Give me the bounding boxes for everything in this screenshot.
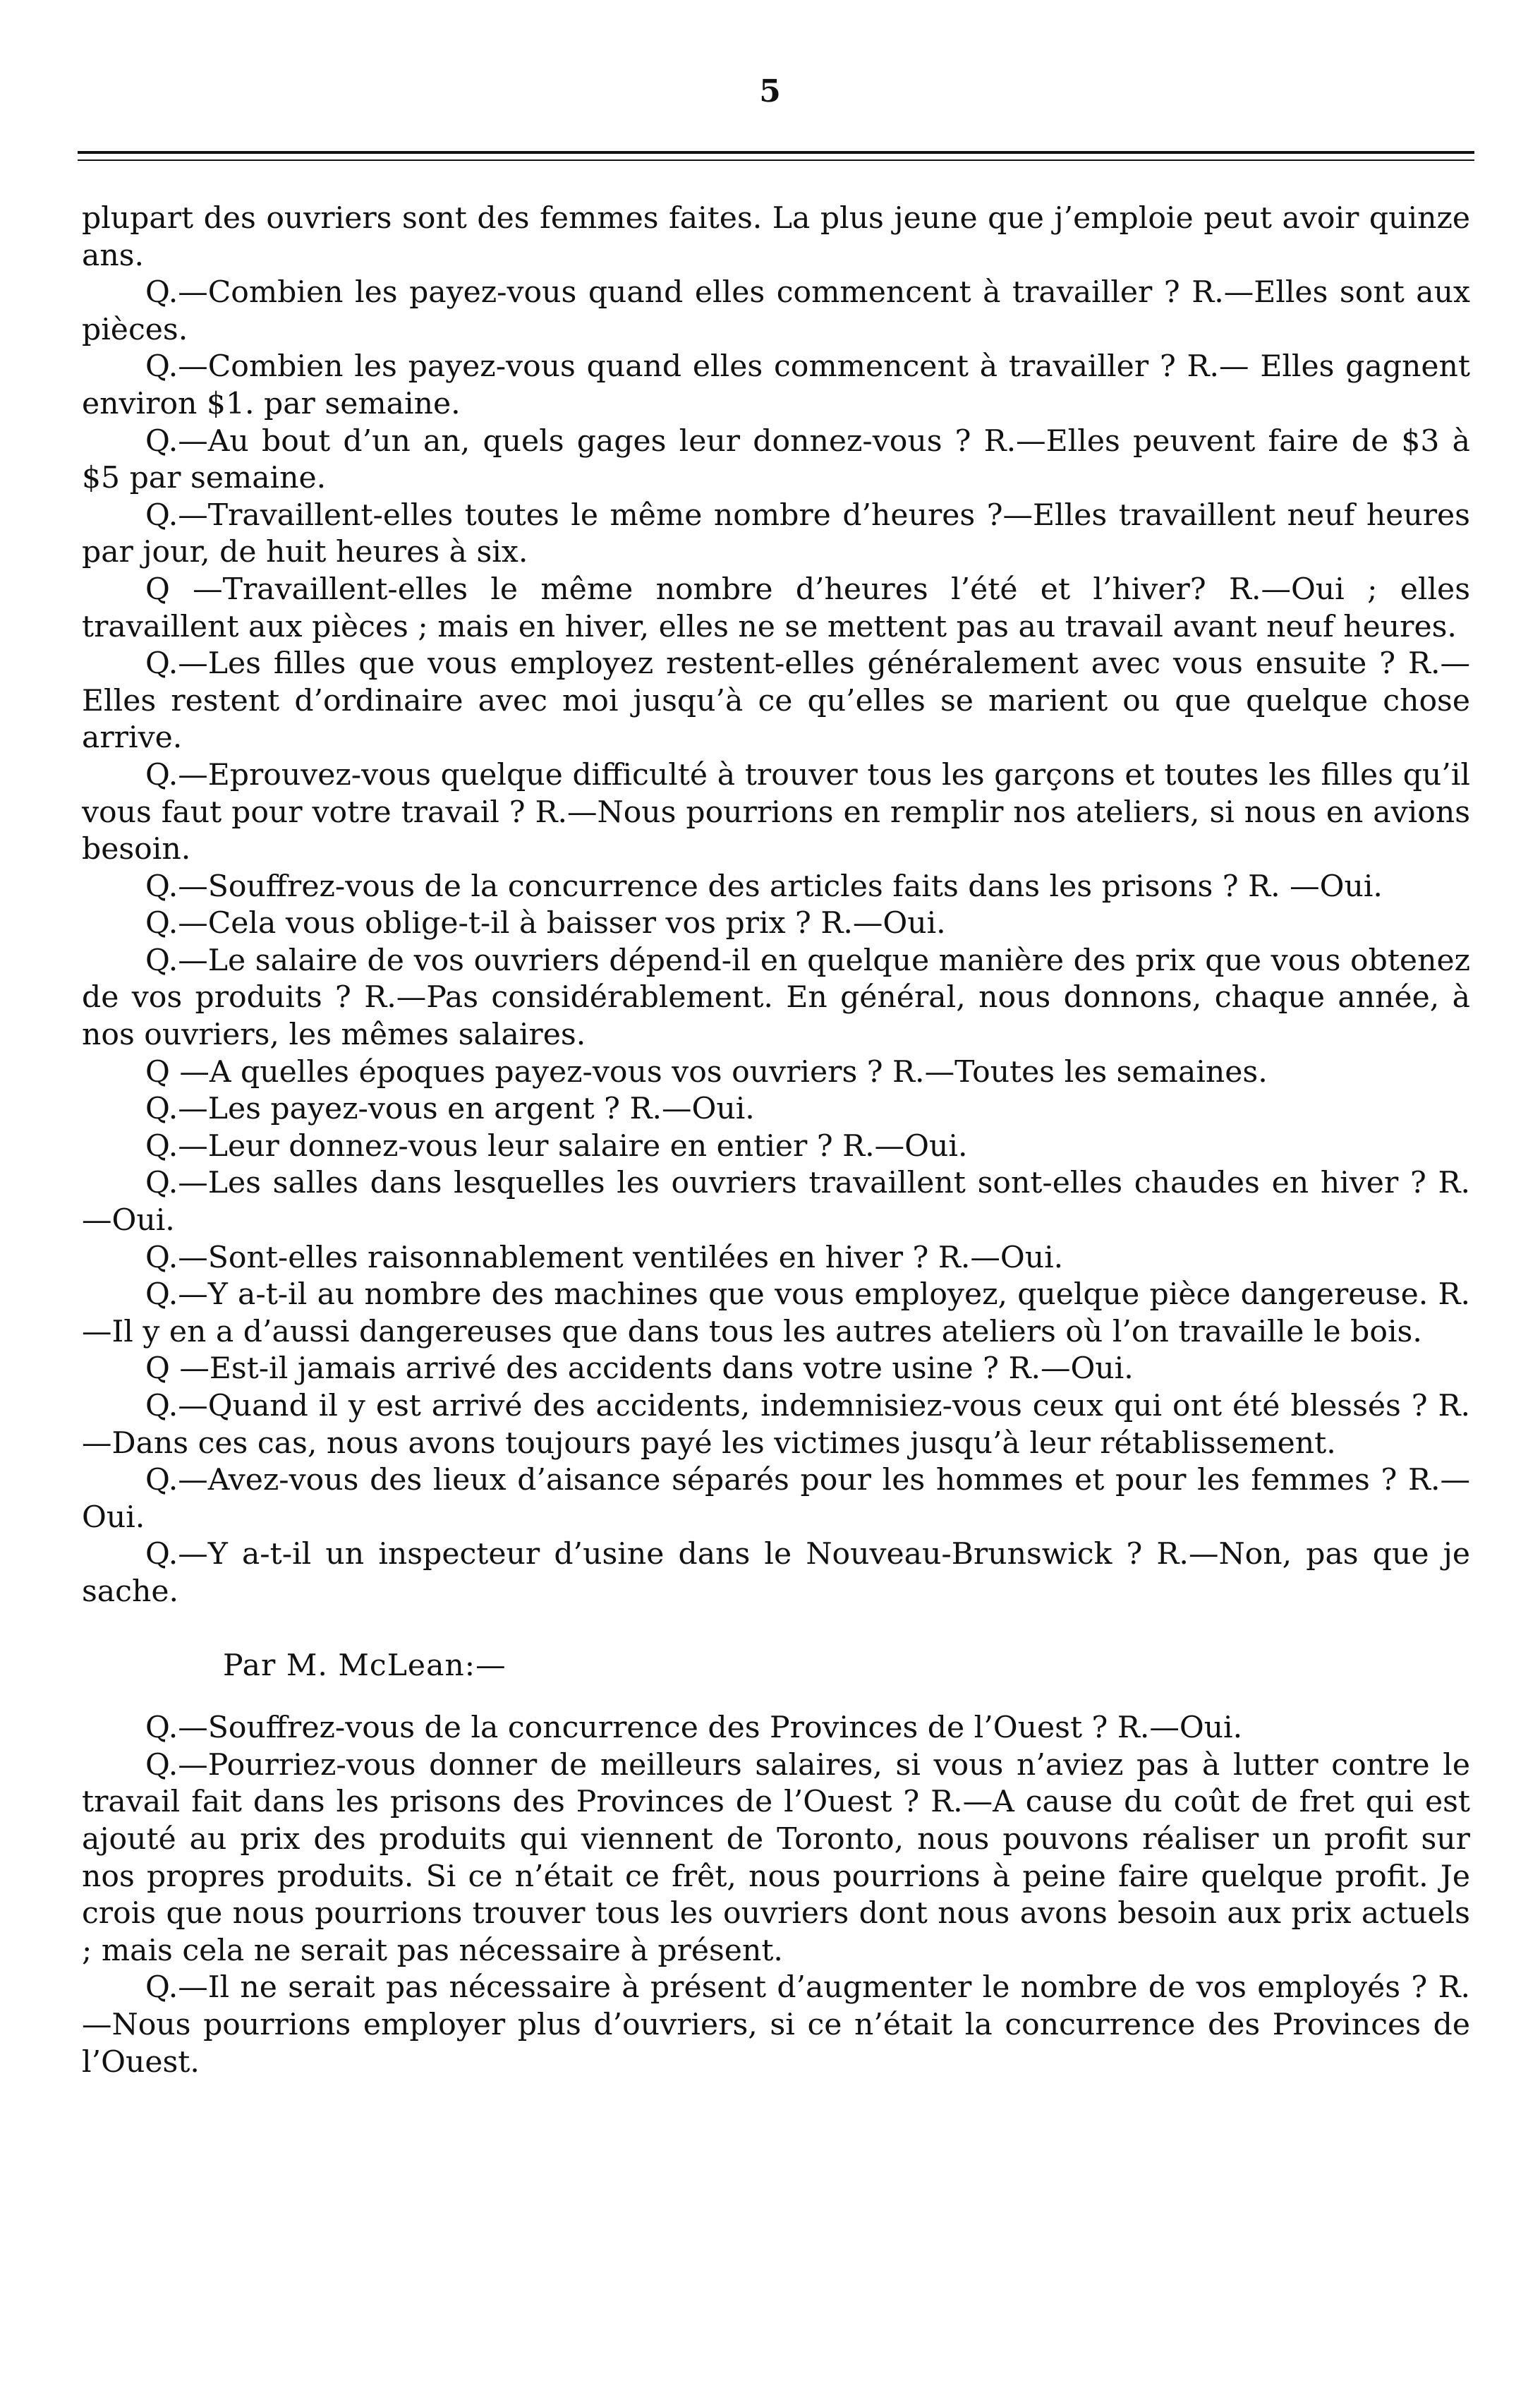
header-rule-thick	[78, 151, 1474, 154]
qa-paragraph: Q —Travaillent-elles le même nombre d’heures l’été et l’hiver? R.—Oui ; elles travaillent aux pièces ; mais en hiver, elles ne se mettent pas au travail avant neuf heures.	[82, 572, 1470, 644]
qa-paragraph: Q.—Au bout d’un an, quels gages leur donnez-vous ? R.—Elles peuvent faire de $3 à $5 par semaine.	[82, 423, 1470, 496]
qa-paragraph: Q.—Quand il y est arrivé des accidents, indemnisiez-vous ceux qui ont été blessés ? R.—Dans ces cas, nous avons toujours payé les victimes jusqu’à leur rétablissement.	[82, 1389, 1470, 1461]
qa-paragraph: Q.—Combien les payez-vous quand elles commencent à travailler ? R.—Elles sont aux pièces.	[82, 275, 1470, 347]
header-rule-thin	[78, 159, 1474, 161]
qa-paragraph: Q —A quelles époques payez-vous vos ouvriers ? R.—Toutes les semaines.	[145, 1054, 1268, 1090]
paragraph-continuation: plupart des ouvriers sont des femmes faites. La plus jeune que j’emploie peut avoir quinze ans.	[82, 201, 1470, 273]
qa-paragraph: Q.—Les payez-vous en argent ? R.—Oui.	[145, 1092, 755, 1127]
qa-paragraph: Q.—Eprouvez-vous quelque difficulté à trouver tous les garçons et toutes les filles qu’il vous faut pour votre travail ? R.—Nous pourrions en remplir nos ateliers, si nous en avions besoin.	[82, 757, 1470, 867]
qa-paragraph: Q.—Pourriez-vous donner de meilleurs salaires, si vous n’aviez pas à lutter contre le travail fait dans les prisons des Provinces de l’Ouest ? R.—A cause du coût de fret qui est ajouté au prix des produits qui viennent de Toronto, nous pouvons réaliser un profit sur nos propres produits. Si ce n’était ce frêt, nous pourrions à peine faire quelque profit. Je crois que nous pourrions trouver tous les ouvriers dont nous avons besoin aux prix actuels ; mais cela ne serait pas nécessaire à présent.	[82, 1747, 1470, 1968]
qa-paragraph: Q.—Leur donnez-vous leur salaire en entier ? R.—Oui.	[145, 1128, 968, 1164]
qa-paragraph: Q.—Les salles dans lesquelles les ouvriers travaillent sont-elles chaudes en hiver ? R.—Oui.	[82, 1166, 1470, 1238]
speaker-heading: Par M. McLean:—	[223, 1648, 507, 1683]
qa-paragraph: Q.—Avez-vous des lieux d’aisance séparés pour les hommes et pour les femmes ? R.—Oui.	[82, 1463, 1470, 1535]
qa-paragraph: Q —Est-il jamais arrivé des accidents dans votre usine ? R.—Oui.	[145, 1351, 1134, 1387]
qa-paragraph: Q.—Y a-t-il au nombre des machines que vous employez, quelque pièce dangereuse. R.—Il y en a d’aussi dangereuses que dans tous les autres ateliers où l’on travaille le bois.	[82, 1277, 1470, 1349]
qa-paragraph: Q.—Souffrez-vous de la concurrence des Provinces de l’Ouest ? R.—Oui.	[145, 1711, 1243, 1746]
qa-paragraph: Q.—Sont-elles raisonnablement ventilées en hiver ? R.—Oui.	[145, 1240, 1064, 1275]
qa-paragraph: Q.—Les filles que vous employez restent-elles généralement avec vous ensuite ? R.—Elles restent d’ordinaire avec moi jusqu’à ce qu’elles se marient ou que quelque chose arrive.	[82, 646, 1470, 756]
qa-paragraph: Q.—Souffrez-vous de la concurrence des articles faits dans les prisons ? R. —Oui.	[145, 869, 1383, 904]
qa-paragraph: Q.—Il ne serait pas nécessaire à présent d’augmenter le nombre de vos employés ? R.—Nous pourrions employer plus d’ouvriers, si ce n’était la concurrence des Provinces de l’Ouest.	[82, 1970, 1470, 2080]
qa-paragraph: Q.—Y a-t-il un inspecteur d’usine dans le Nouveau-Brunswick ? R.—Non, pas que je sache.	[82, 1537, 1470, 1609]
qa-paragraph: Q.—Le salaire de vos ouvriers dépend-il en quelque manière des prix que vous obtenez de vos produits ? R.—Pas considérablement. En général, nous donnons, chaque année, à nos ouvriers, les mêmes salaires.	[82, 943, 1470, 1053]
page-number: 5	[759, 73, 781, 109]
qa-paragraph: Q.—Cela vous oblige-t-il à baisser vos prix ? R.—Oui.	[145, 906, 946, 941]
qa-paragraph: Q.—Combien les payez-vous quand elles commencent à travailler ? R.— Elles gagnent environ $1. par semaine.	[82, 349, 1470, 421]
body-text	[82, 200, 1470, 2081]
qa-paragraph: Q.—Travaillent-elles toutes le même nombre d’heures ?—Elles travaillent neuf heures par jour, de huit heures à six.	[82, 498, 1470, 570]
